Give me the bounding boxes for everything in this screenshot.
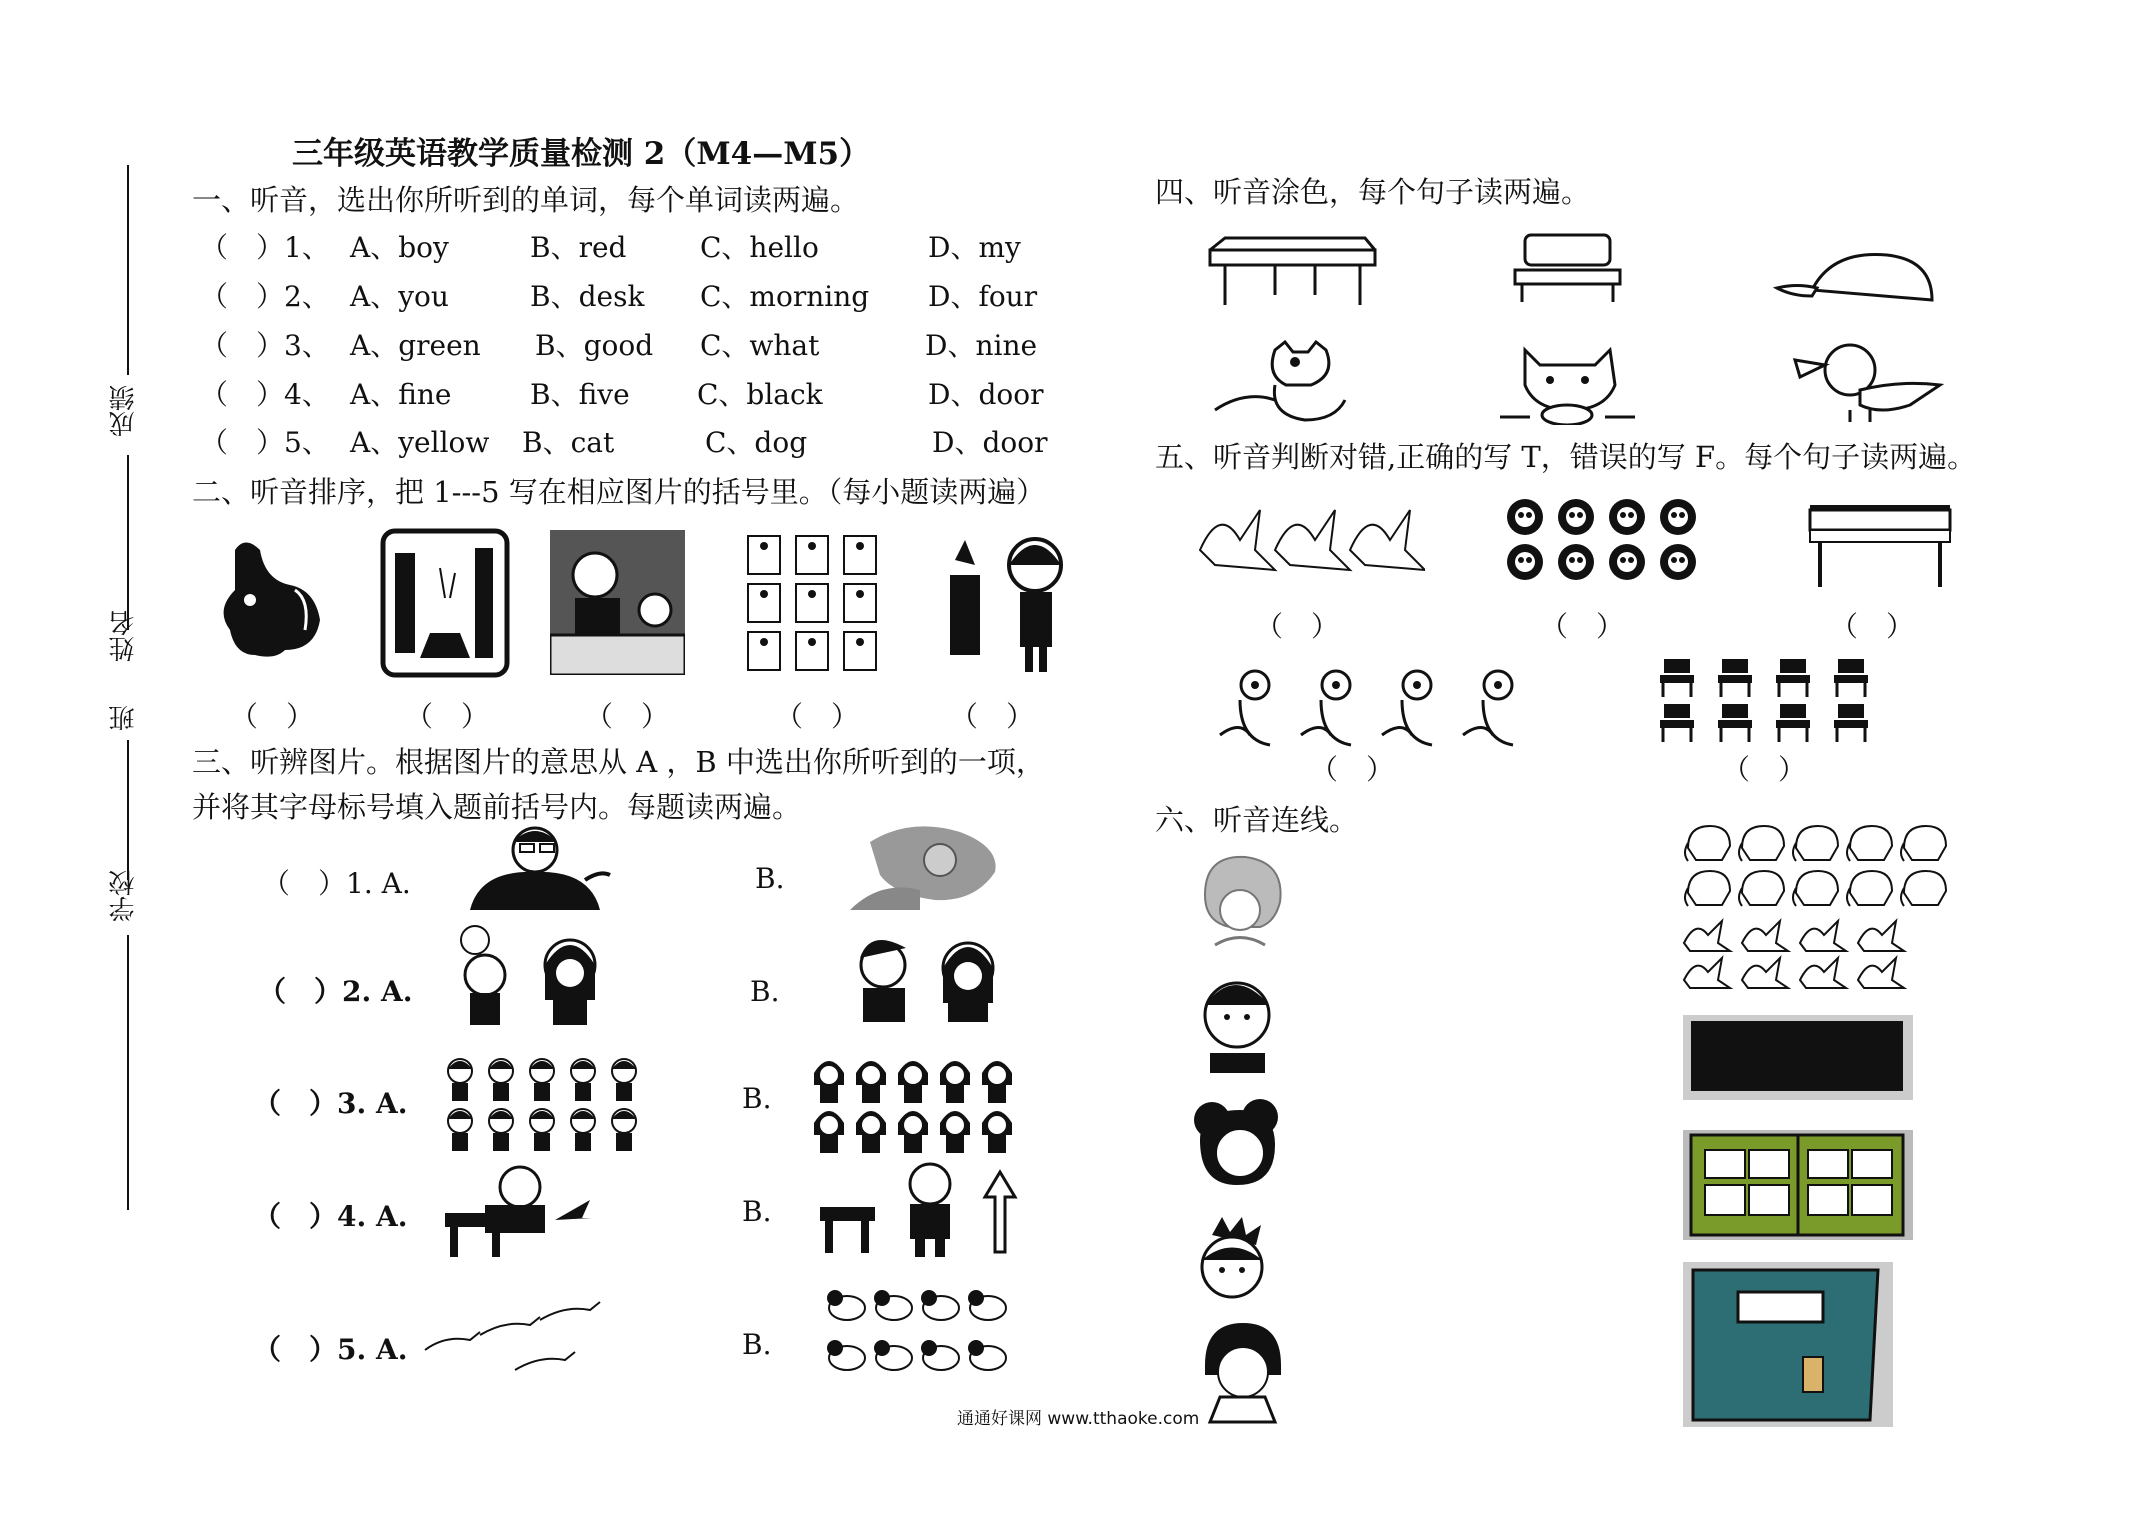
woman-face-image bbox=[1195, 855, 1285, 950]
side-line-1 bbox=[127, 165, 129, 375]
birds-image bbox=[1195, 500, 1425, 580]
part2-blank-5[interactable]: （ ） bbox=[950, 700, 1035, 733]
girl-and-boy-image bbox=[935, 530, 1085, 680]
door-image bbox=[1683, 1262, 1893, 1427]
boys-group-image bbox=[440, 1055, 645, 1155]
q3-option-c: C、what bbox=[700, 329, 820, 362]
part3-item-3-b: B. bbox=[742, 1082, 772, 1115]
q1-option-d: D、my bbox=[928, 231, 1021, 264]
side-line-2 bbox=[127, 455, 129, 630]
part3-item-4-b: B. bbox=[742, 1195, 772, 1228]
part3-item-2[interactable]: （ ）2. A. bbox=[258, 975, 413, 1008]
part2-heading: 二、听音排序，把 1---5 写在相应图片的括号里。（每小题读两遍） bbox=[192, 475, 1046, 509]
woman-grey-image bbox=[850, 822, 1015, 910]
blackboard-image bbox=[1683, 1015, 1913, 1100]
table-image bbox=[1205, 235, 1380, 310]
part3-heading-line1: 三、听辨图片。根据图片的意思从 A ，B 中选出你所听到的一项， bbox=[192, 745, 1045, 779]
part2-blank-3[interactable]: （ ） bbox=[585, 700, 670, 733]
part3-heading-line2: 并将其字母标号填入题前括号内。每题读两遍。 bbox=[192, 790, 802, 824]
side-score-label: 成绩 bbox=[109, 385, 139, 437]
side-school-label: 学校 bbox=[109, 870, 139, 922]
cats-row-image bbox=[1210, 665, 1535, 750]
cats-group-image bbox=[740, 530, 885, 675]
cap-image bbox=[1772, 250, 1937, 305]
part3-item-1[interactable]: （ ）1. A. bbox=[262, 867, 411, 900]
part5-blank-5[interactable]: （ ） bbox=[1722, 753, 1807, 786]
q2-option-d: D、four bbox=[928, 280, 1038, 313]
part3-item-5-b: B. bbox=[742, 1328, 772, 1361]
boy-spiky-hair-image bbox=[1192, 1215, 1277, 1310]
part3-item-1-b: B. bbox=[755, 862, 785, 895]
q4-option-c: C、black bbox=[697, 378, 823, 411]
girls-group-image bbox=[808, 1055, 1018, 1155]
q2-option-b: B、desk bbox=[530, 280, 645, 313]
q2-option-a: A、you bbox=[350, 280, 449, 313]
q5-option-a: A、yellow bbox=[350, 426, 490, 459]
side-class-label: 班 bbox=[109, 705, 139, 731]
q3-option-b: B、good bbox=[535, 329, 654, 362]
girl-face-image bbox=[1192, 1095, 1282, 1195]
boy-and-girl-image bbox=[445, 925, 620, 1025]
part2-blank-1[interactable]: （ ） bbox=[230, 700, 315, 733]
lizards-image bbox=[420, 1290, 620, 1380]
teacher-talking-image bbox=[460, 820, 615, 910]
part5-blank-3[interactable]: （ ） bbox=[1830, 610, 1915, 643]
teacher-image bbox=[550, 530, 685, 675]
birds-group-image bbox=[1680, 915, 1915, 990]
side-name-label: 姓名 bbox=[109, 610, 139, 662]
dogs-group-image bbox=[825, 1280, 1015, 1380]
q4-option-d: D、door bbox=[928, 378, 1044, 411]
q4-number[interactable]: （ ）4、 bbox=[200, 378, 330, 411]
boy-and-girl-b-image bbox=[838, 930, 1018, 1022]
dog-image bbox=[205, 530, 330, 665]
pandas-image bbox=[1500, 495, 1705, 585]
boy-face-image bbox=[1195, 975, 1285, 1075]
side-line-3 bbox=[127, 740, 129, 880]
footer-source: 通通好课网 www.tthaoke.com bbox=[957, 1409, 1200, 1429]
part3-item-4[interactable]: （ ）4. A. bbox=[253, 1200, 408, 1233]
part5-blank-2[interactable]: （ ） bbox=[1540, 610, 1625, 643]
q5-option-c: C、dog bbox=[705, 426, 808, 459]
part5-blank-4[interactable]: （ ） bbox=[1310, 753, 1395, 786]
part1-heading: 一、听音，选出你所听到的单词，每个单词读两遍。 bbox=[192, 183, 860, 217]
window-image bbox=[1683, 1130, 1913, 1240]
stand-up-image bbox=[815, 1162, 1025, 1257]
elephants-image bbox=[1680, 818, 1955, 908]
q3-option-a: A、green bbox=[350, 329, 481, 362]
q1-option-a: A、boy bbox=[350, 231, 449, 264]
q4-option-b: B、five bbox=[530, 378, 630, 411]
desk-image bbox=[1805, 500, 1955, 590]
q1-option-b: B、red bbox=[530, 231, 627, 264]
bird-image bbox=[1790, 340, 1950, 425]
chairs-image bbox=[1650, 655, 1890, 750]
part2-blank-2[interactable]: （ ） bbox=[405, 700, 490, 733]
part6-heading: 六、听音连线。 bbox=[1155, 803, 1359, 837]
part4-heading: 四、听音涂色，每个句子读两遍。 bbox=[1155, 175, 1591, 209]
part3-item-3[interactable]: （ ）3. A. bbox=[253, 1087, 408, 1120]
cat-image-1 bbox=[1205, 340, 1380, 425]
q1-number[interactable]: （ ）1、 bbox=[200, 231, 330, 264]
q3-option-d: D、nine bbox=[925, 329, 1038, 362]
part3-item-5[interactable]: （ ）5. A. bbox=[253, 1333, 408, 1366]
q2-option-c: C、morning bbox=[700, 280, 870, 313]
page-title: 三年级英语教学质量检测 2（M4—M5） bbox=[292, 136, 871, 172]
girl-short-hair-image bbox=[1195, 1320, 1285, 1425]
q2-number[interactable]: （ ）2、 bbox=[200, 280, 330, 313]
q5-number[interactable]: （ ）5、 bbox=[200, 426, 330, 459]
q5-option-d: D、door bbox=[932, 426, 1048, 459]
bench-image bbox=[1510, 230, 1625, 305]
side-line-4 bbox=[127, 935, 129, 1210]
q5-option-b: B、cat bbox=[522, 426, 615, 459]
part2-blank-4[interactable]: （ ） bbox=[775, 700, 860, 733]
part5-blank-1[interactable]: （ ） bbox=[1255, 610, 1340, 643]
q1-option-c: C、hello bbox=[700, 231, 819, 264]
cat-image-2 bbox=[1495, 345, 1640, 425]
q4-option-a: A、fine bbox=[350, 378, 452, 411]
part3-item-2-b: B. bbox=[750, 975, 780, 1008]
q3-number[interactable]: （ ）3、 bbox=[200, 329, 330, 362]
sit-down-image bbox=[440, 1165, 595, 1257]
classroom-image bbox=[380, 528, 510, 678]
part5-heading: 五、听音判断对错,正确的写 T，错误的写 F。每个句子读两遍。 bbox=[1155, 440, 1977, 474]
